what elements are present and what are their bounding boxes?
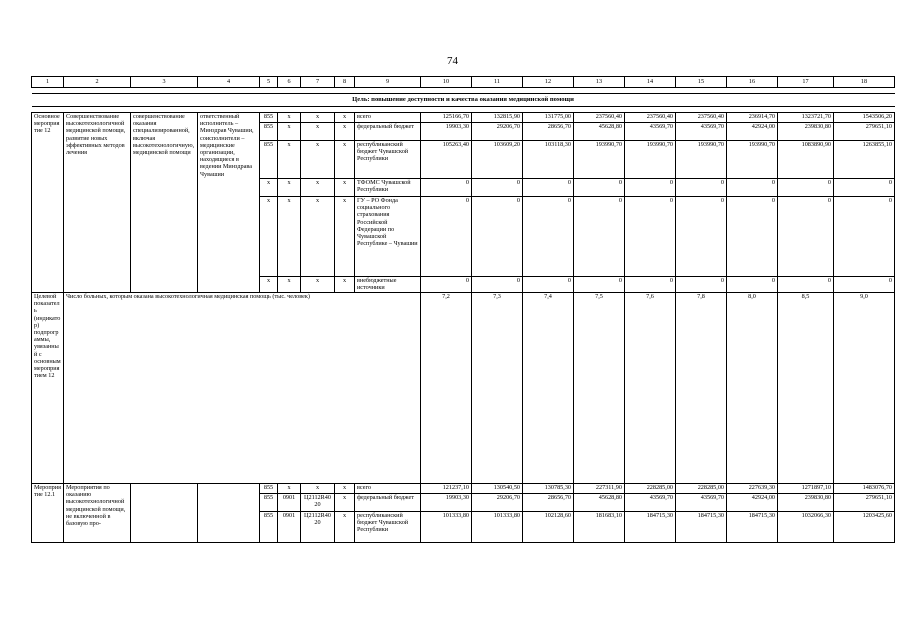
amount-cell: 43569,70	[676, 123, 727, 141]
amount-cell: 237560,40	[676, 113, 727, 123]
table-row	[32, 94, 895, 107]
amount-cell: 130785,30	[523, 484, 574, 494]
sub-event-label: Мероприятие 12.1	[32, 484, 64, 543]
amount-cell: 279651,10	[834, 123, 895, 141]
indicator-value-cell: 8,0	[727, 293, 778, 484]
column-number-cell: 5	[260, 77, 278, 88]
grbs-code-cell: x	[260, 179, 278, 197]
indicator-value-cell: 7,6	[625, 293, 676, 484]
funding-source-cell: всего	[355, 484, 421, 494]
column-number-cell: 17	[778, 77, 834, 88]
sub-event-name: Мероприятия по оказанию высокотехнологичной медицинской помощи, не включенной в базовую про-	[64, 484, 131, 543]
indicator-value-cell: 7,8	[676, 293, 727, 484]
target-code-cell: x	[301, 179, 335, 197]
amount-cell: 28656,70	[523, 123, 574, 141]
expense-code-cell: x	[335, 113, 355, 123]
amount-cell: 42924,00	[727, 494, 778, 512]
amount-cell: 101333,80	[421, 512, 472, 543]
funding-source-cell: федеральный бюджет	[355, 123, 421, 141]
expense-code-cell: x	[335, 197, 355, 277]
amount-cell: 1271897,10	[778, 484, 834, 494]
indicator-label: Целевой показатель (индикатор) подпрограммы, увязанный с основным мероприятием 12	[32, 293, 64, 484]
amount-cell: 0	[472, 277, 523, 293]
expense-code-cell: x	[335, 277, 355, 293]
amount-cell: 0	[574, 179, 625, 197]
amount-cell: 0	[625, 179, 676, 197]
amount-cell: 0	[778, 179, 834, 197]
section-code-cell: x	[278, 141, 301, 179]
amount-cell: 193990,70	[727, 141, 778, 179]
amount-cell: 45628,80	[574, 494, 625, 512]
column-number-cell: 4	[198, 77, 260, 88]
indicator-value-cell: 7,2	[421, 293, 472, 484]
amount-cell: 28656,70	[523, 494, 574, 512]
column-number-cell: 6	[278, 77, 301, 88]
amount-cell: 193990,70	[625, 141, 676, 179]
amount-cell: 1263855,10	[834, 141, 895, 179]
amount-cell: 105263,40	[421, 141, 472, 179]
amount-cell: 0	[676, 179, 727, 197]
indicator-text: Число больных, которым оказана высокотехнологичная медицинская помощь (тыс. человек)	[64, 293, 421, 484]
budget-table	[31, 76, 895, 543]
amount-cell: 102128,60	[523, 512, 574, 543]
amount-cell: 0	[472, 197, 523, 277]
main-event-name: Совершенствование высокотехнологичной медицинской помощи, развитие новых эффективных методов лечения	[64, 113, 131, 293]
table-row	[32, 293, 895, 484]
funding-source-cell: республиканский бюджет Чувашской Республики	[355, 512, 421, 543]
amount-cell: 228285,00	[625, 484, 676, 494]
amount-cell: 237560,40	[625, 113, 676, 123]
amount-cell: 43569,70	[625, 123, 676, 141]
indicator-value-cell: 8,5	[778, 293, 834, 484]
amount-cell: 42924,00	[727, 123, 778, 141]
column-number-cell: 15	[676, 77, 727, 88]
sub-event-executor	[198, 484, 260, 543]
expense-code-cell: x	[335, 123, 355, 141]
amount-cell: 184715,30	[625, 512, 676, 543]
amount-cell: 1543506,20	[834, 113, 895, 123]
amount-cell: 125166,70	[421, 113, 472, 123]
column-number-cell: 14	[625, 77, 676, 88]
amount-cell: 121237,10	[421, 484, 472, 494]
table-row	[32, 113, 895, 123]
amount-cell: 0	[676, 277, 727, 293]
indicator-value-cell: 7,3	[472, 293, 523, 484]
main-event-result: совершенствование оказания специализированной, включая высокотехнологичную, медицинской помощи	[131, 113, 198, 293]
amount-cell: 43569,70	[625, 494, 676, 512]
table-row	[32, 77, 895, 88]
section-code-cell: x	[278, 179, 301, 197]
amount-cell: 0	[523, 179, 574, 197]
target-code-cell: x	[301, 123, 335, 141]
column-number-cell: 1	[32, 77, 64, 88]
indicator-value-cell: 9,0	[834, 293, 895, 484]
grbs-code-cell: x	[260, 277, 278, 293]
section-code-cell: 0901	[278, 494, 301, 512]
funding-source-cell: республиканский бюджет Чувашской Республики	[355, 141, 421, 179]
target-code-cell: x	[301, 277, 335, 293]
amount-cell: 184715,30	[676, 512, 727, 543]
funding-source-cell: федеральный бюджет	[355, 494, 421, 512]
grbs-code-cell: 855	[260, 494, 278, 512]
column-number-cell: 3	[131, 77, 198, 88]
section-code-cell: 0901	[278, 512, 301, 543]
grbs-code-cell: 855	[260, 512, 278, 543]
amount-cell: 0	[523, 277, 574, 293]
expense-code-cell: x	[335, 512, 355, 543]
amount-cell: 0	[676, 197, 727, 277]
expense-code-cell: x	[335, 484, 355, 494]
amount-cell: 1203425,60	[834, 512, 895, 543]
amount-cell: 279651,10	[834, 494, 895, 512]
amount-cell: 239830,80	[778, 123, 834, 141]
amount-cell: 1323721,70	[778, 113, 834, 123]
grbs-code-cell: 855	[260, 141, 278, 179]
amount-cell: 0	[727, 277, 778, 293]
expense-code-cell: x	[335, 179, 355, 197]
funding-source-cell: всего	[355, 113, 421, 123]
amount-cell: 236914,70	[727, 113, 778, 123]
grbs-code-cell: 855	[260, 123, 278, 141]
funding-source-cell: ТФОМС Чувашской Республики	[355, 179, 421, 197]
amount-cell: 101333,80	[472, 512, 523, 543]
main-event-executor: ответственный исполнитель – Минздрав Чувашии, соисполнители – медицинские организации, находящиеся в ведении Минздрава Чувашии	[198, 113, 260, 293]
amount-cell: 239830,80	[778, 494, 834, 512]
grbs-code-cell: 855	[260, 113, 278, 123]
grbs-code-cell: x	[260, 197, 278, 277]
funding-source-cell: ГУ – РО Фонда социального страхования Российской Федерации по Чувашской Республике – Чувашии	[355, 197, 421, 277]
amount-cell: 193990,70	[574, 141, 625, 179]
target-code-cell: Ц2112R4020	[301, 494, 335, 512]
column-number-cell: 9	[355, 77, 421, 88]
expense-code-cell: x	[335, 494, 355, 512]
amount-cell: 0	[574, 277, 625, 293]
main-event-label: Основное мероприятие 12	[32, 113, 64, 293]
amount-cell: 0	[421, 179, 472, 197]
amount-cell: 131775,00	[523, 113, 574, 123]
funding-source-cell: внебюджетные источники	[355, 277, 421, 293]
amount-cell: 132815,90	[472, 113, 523, 123]
section-code-cell: x	[278, 113, 301, 123]
section-code-cell: x	[278, 277, 301, 293]
amount-cell: 1483076,70	[834, 484, 895, 494]
page-number: 74	[447, 55, 458, 67]
table-row	[32, 484, 895, 494]
section-code-cell: x	[278, 123, 301, 141]
amount-cell: 103118,30	[523, 141, 574, 179]
expense-code-cell: x	[335, 141, 355, 179]
target-code-cell: x	[301, 484, 335, 494]
target-code-cell: x	[301, 197, 335, 277]
amount-cell: 130540,50	[472, 484, 523, 494]
amount-cell: 0	[834, 179, 895, 197]
amount-cell: 1083890,90	[778, 141, 834, 179]
amount-cell: 0	[834, 277, 895, 293]
amount-cell: 0	[421, 197, 472, 277]
indicator-value-cell: 7,5	[574, 293, 625, 484]
amount-cell: 0	[834, 197, 895, 277]
column-number-cell: 2	[64, 77, 131, 88]
amount-cell: 29206,70	[472, 494, 523, 512]
grbs-code-cell: 855	[260, 484, 278, 494]
amount-cell: 103609,20	[472, 141, 523, 179]
amount-cell: 0	[727, 197, 778, 277]
amount-cell: 237560,40	[574, 113, 625, 123]
amount-cell: 45628,80	[574, 123, 625, 141]
column-number-cell: 13	[574, 77, 625, 88]
amount-cell: 228285,00	[676, 484, 727, 494]
column-number-cell: 12	[523, 77, 574, 88]
amount-cell: 184715,30	[727, 512, 778, 543]
amount-cell: 19903,30	[421, 123, 472, 141]
amount-cell: 0	[778, 197, 834, 277]
column-number-cell: 7	[301, 77, 335, 88]
amount-cell: 181683,10	[574, 512, 625, 543]
section-code-cell: x	[278, 484, 301, 494]
amount-cell: 19903,30	[421, 494, 472, 512]
amount-cell: 227639,30	[727, 484, 778, 494]
amount-cell: 43569,70	[676, 494, 727, 512]
target-code-cell: x	[301, 141, 335, 179]
amount-cell: 0	[778, 277, 834, 293]
amount-cell: 0	[472, 179, 523, 197]
column-number-cell: 8	[335, 77, 355, 88]
amount-cell: 0	[625, 277, 676, 293]
target-code-cell: x	[301, 113, 335, 123]
column-number-cell: 11	[472, 77, 523, 88]
amount-cell: 1032066,30	[778, 512, 834, 543]
section-code-cell: x	[278, 197, 301, 277]
column-number-cell: 18	[834, 77, 895, 88]
amount-cell: 0	[727, 179, 778, 197]
goal-title: Цель: повышение доступности и качества оказания медицинской помощи	[32, 94, 895, 107]
indicator-value-cell: 7,4	[523, 293, 574, 484]
amount-cell: 0	[421, 277, 472, 293]
column-number-cell: 10	[421, 77, 472, 88]
column-number-cell: 16	[727, 77, 778, 88]
sub-event-result	[131, 484, 198, 543]
amount-cell: 0	[523, 197, 574, 277]
amount-cell: 0	[625, 197, 676, 277]
amount-cell: 29206,70	[472, 123, 523, 141]
amount-cell: 193990,70	[676, 141, 727, 179]
target-code-cell: Ц2112R4020	[301, 512, 335, 543]
amount-cell: 227311,90	[574, 484, 625, 494]
amount-cell: 0	[574, 197, 625, 277]
